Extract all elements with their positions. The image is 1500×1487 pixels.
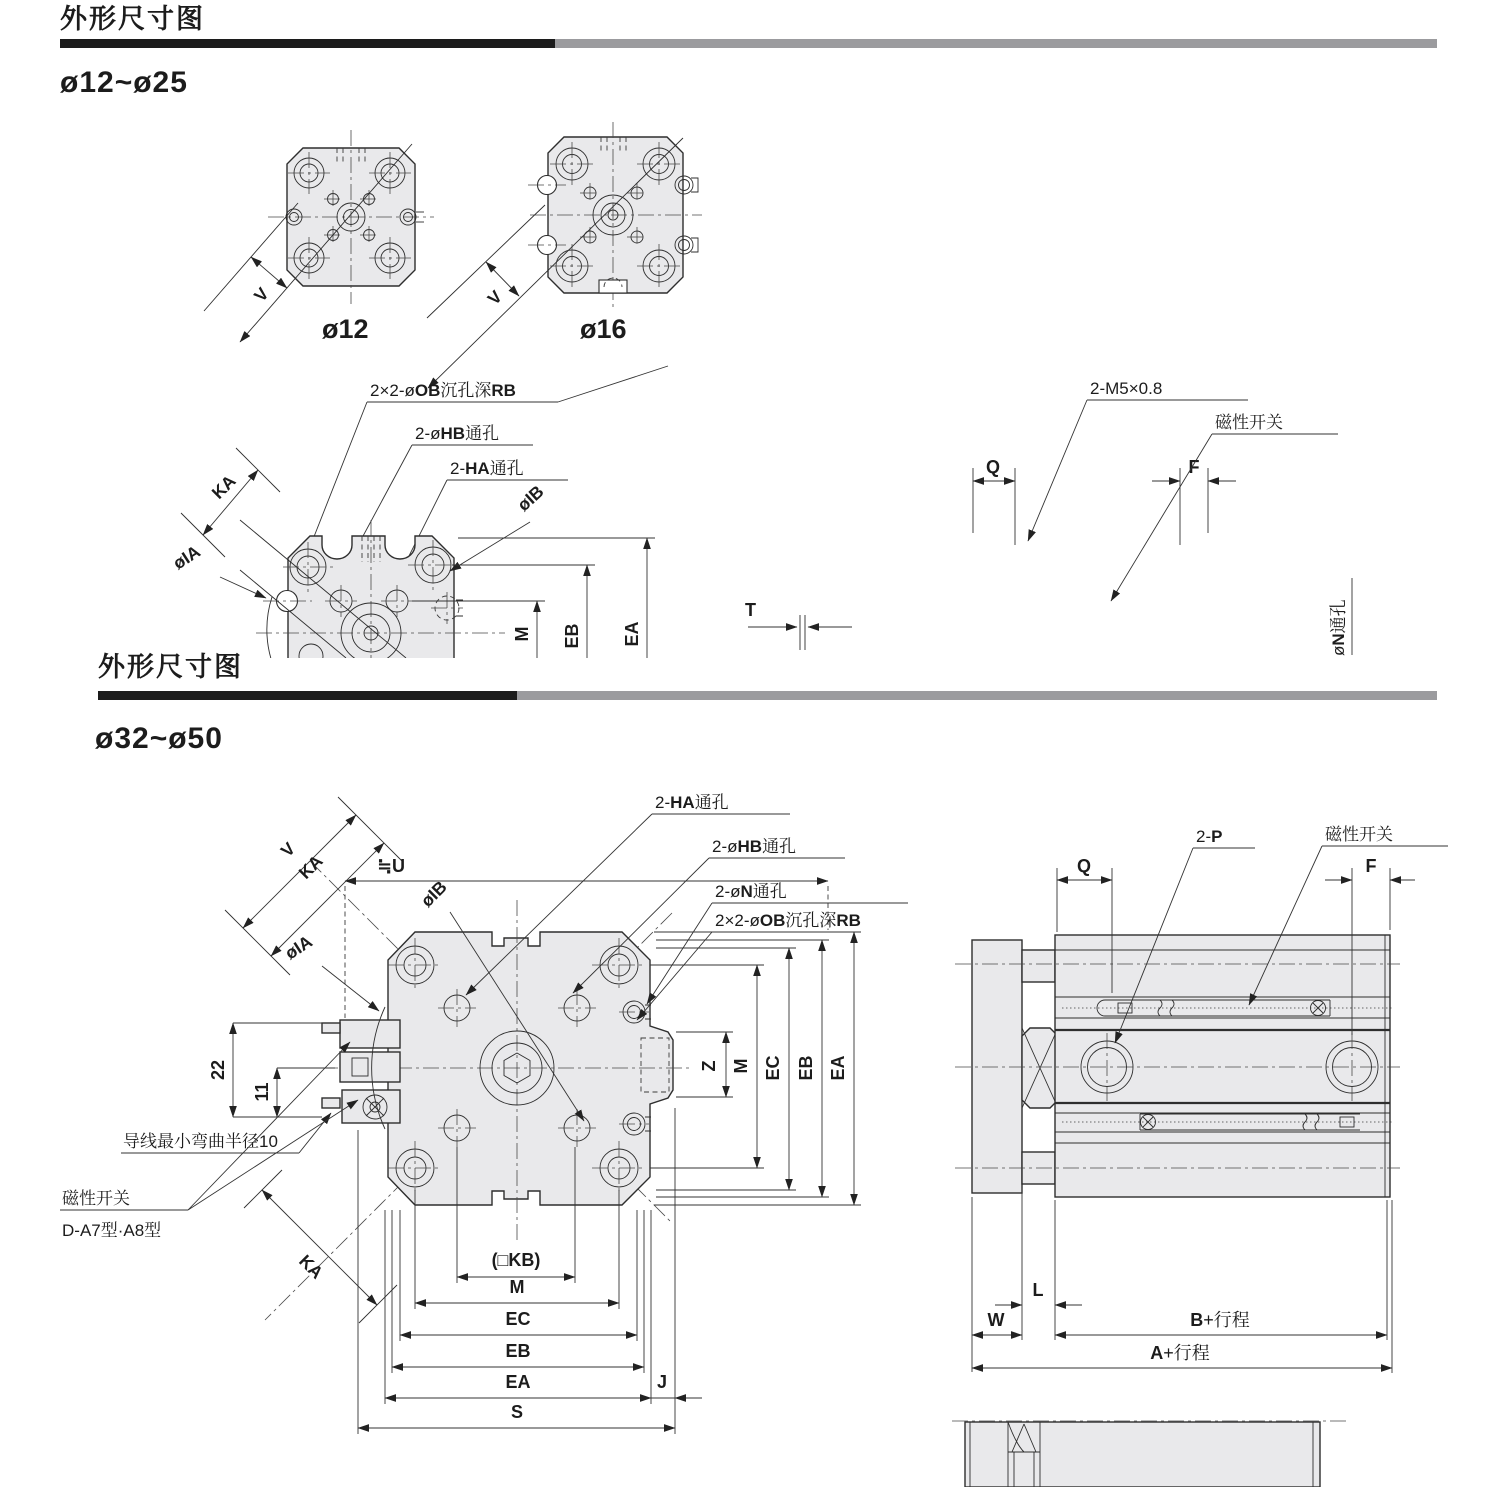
label-o12: ø12 <box>322 314 369 344</box>
section2-size-range: ø32~ø50 <box>95 722 223 755</box>
note-switch: 磁性开关 <box>62 1189 130 1208</box>
dim-m-bottom: M <box>509 1277 525 1297</box>
section1-header <box>60 6 205 33</box>
section1-title: 外形尺寸图 <box>60 4 205 34</box>
dim-ib-s1: øIB <box>513 481 548 515</box>
dim-ea-vert: EA <box>828 1055 848 1081</box>
plan-view-s2 <box>265 861 690 1320</box>
dim-ec-bottom: EC <box>505 1309 531 1329</box>
side-view-s1 <box>898 535 1222 660</box>
note-switch-type: D-A7型·A8型 <box>62 1221 162 1240</box>
face-view-o16 <box>427 122 702 388</box>
dim-l: L <box>1032 1280 1044 1300</box>
section2-diagrams <box>60 793 1448 1487</box>
dim-11: 11 <box>252 1082 272 1102</box>
section1-header-bar <box>60 39 1437 48</box>
label-counterbore: 2×2-øOB沉孔深RB <box>370 381 516 400</box>
dim-22: 22 <box>208 1059 228 1081</box>
dim-ea-s1: EA <box>622 621 642 647</box>
dim-eb-vert: EB <box>796 1055 816 1081</box>
label-ports-s2: 2-P <box>1196 827 1223 846</box>
dim-q-s2: Q <box>1076 856 1092 876</box>
dim-ia-s2: øIA <box>281 931 316 964</box>
dim-v-o16: V <box>483 286 506 309</box>
label-ha-hole: 2-HA通孔 <box>450 459 524 478</box>
label-n-hole-s2: 2-øN通孔 <box>715 882 787 901</box>
label-switch-s2: 磁性开关 <box>1325 825 1393 844</box>
dim-ka-s1: KA <box>207 470 240 503</box>
dim-ka-s2: KA <box>294 850 327 883</box>
note-wire-radius: 导线最小弯曲半径10 <box>123 1132 278 1151</box>
dim-s: S <box>510 1402 524 1422</box>
plan-view-s1 <box>240 520 505 668</box>
face-view-o12 <box>204 130 434 344</box>
label-n-hole-s1: øN通孔 <box>1329 599 1348 656</box>
label-ha-hole-s2: 2-HA通孔 <box>655 793 729 812</box>
section1-size-range: ø12~ø25 <box>60 66 188 99</box>
dim-a-stroke: A+行程 <box>1150 1343 1210 1363</box>
dim-z: Z <box>699 1060 719 1072</box>
dim-u-s2: ≒U <box>376 856 406 876</box>
label-ports-s1: 2-M5×0.8 <box>1090 379 1163 398</box>
side-view-s2 <box>955 935 1400 1197</box>
dim-ia-s1: øIA <box>169 541 204 574</box>
label-hb-hole-s2: 2-øHB通孔 <box>712 837 797 856</box>
bottom-view-partial <box>952 1421 1348 1487</box>
dim-v-s2: V <box>276 838 300 861</box>
dim-ka2-s2: KA <box>295 1250 328 1283</box>
dim-eb-s1: EB <box>562 623 582 649</box>
dim-ib-s2: øIB <box>416 876 451 911</box>
dim-ea-bottom: EA <box>505 1372 531 1392</box>
dim-kb: (□KB) <box>491 1250 541 1270</box>
section2-header <box>98 654 243 681</box>
dim-m-vert: M <box>731 1058 751 1074</box>
dim-q-s1: Q <box>985 457 1001 477</box>
dim-f-s2: F <box>1365 856 1377 876</box>
label-o16: ø16 <box>580 314 627 344</box>
dim-f-s1: F <box>1188 457 1200 477</box>
section2-title: 外形尺寸图 <box>98 652 243 682</box>
dim-eb-bottom: EB <box>505 1341 531 1361</box>
dim-w: W <box>987 1310 1005 1330</box>
dim-j: J <box>656 1372 668 1392</box>
dim-m-s1: M <box>512 626 532 642</box>
section2-header-bar <box>98 691 1437 700</box>
section1-diagrams <box>169 122 1352 668</box>
label-switch-s1: 磁性开关 <box>1215 413 1283 432</box>
dim-b-stroke: B+行程 <box>1190 1310 1250 1330</box>
label-counterbore-s2: 2×2-øOB沉孔深RB <box>715 911 861 930</box>
plan-view-s1-dims <box>169 448 852 658</box>
label-hb-hole: 2-øHB通孔 <box>415 424 500 443</box>
dim-v-o12: V <box>249 283 273 306</box>
side-view-s1-dims <box>973 379 1352 656</box>
dim-ec-vert: EC <box>763 1055 783 1081</box>
dim-t-s1: T <box>745 600 756 620</box>
